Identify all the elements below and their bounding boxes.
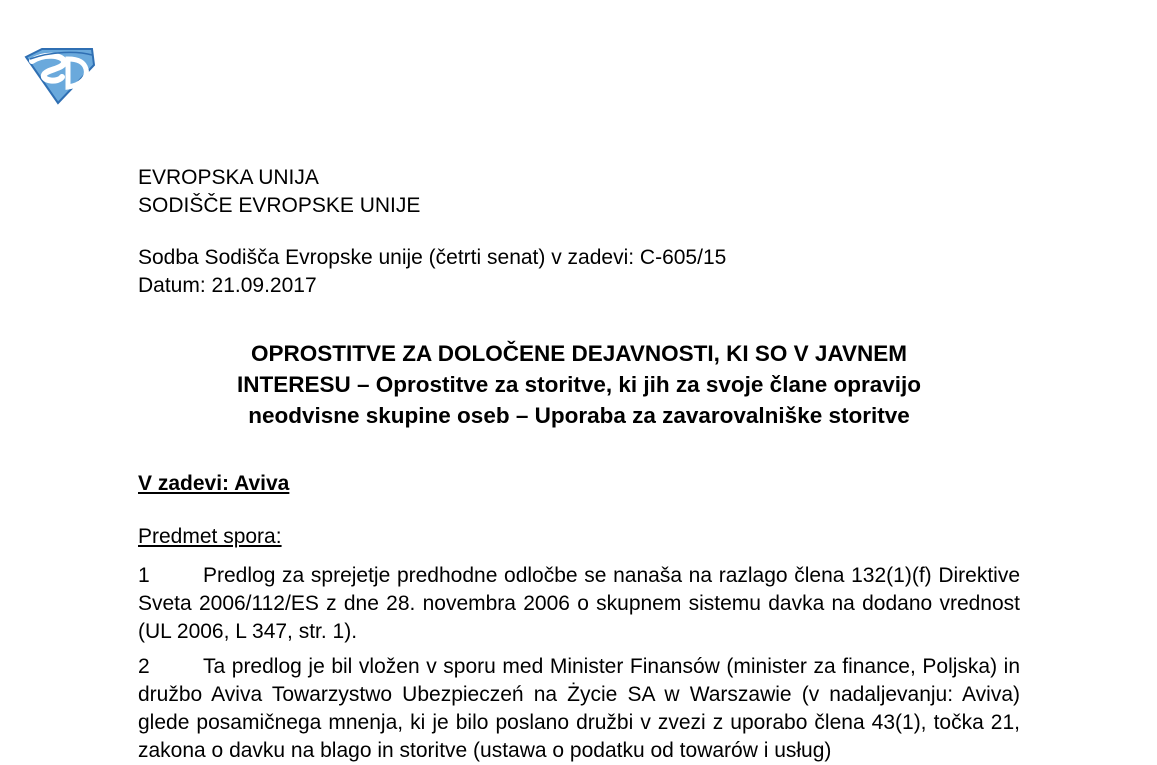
paragraph-number: 1 bbox=[138, 564, 150, 587]
paragraph-text: Predlog za sprejetje predhodne odločbe se nanaša na razlago člena 132(1)(f) Direktive Sveta 2006/112/ES z dne 28. novembra 2006 o skupnem sistemu davka na dodano vrednost (UL 2006, L 347, str. 1). bbox=[138, 564, 1020, 643]
sd-shield-logo-icon bbox=[22, 47, 96, 105]
title-line-3: neodvisne skupine oseb – Uporaba za zavarovalniške storitve bbox=[248, 403, 910, 428]
court-union-name: EVROPSKA UNIJA bbox=[138, 166, 319, 189]
case-subject-heading: V zadevi: Aviva bbox=[138, 472, 290, 495]
paragraph bbox=[138, 562, 1020, 646]
dispute-heading: Predmet spora: bbox=[138, 525, 282, 548]
paragraph-text: Ta predlog je bil vložen v sporu med Minister Finansów (minister za finance, Poljska) in družbo Aviva Towarzystwo Ubezpieczeń na Życie SA w Warszawie (v nadaljevanju: Aviva) glede posamičnega mnenja, ki je bilo poslano družbi v zvezi z uporabo člena 43(1), točka 21, zakona o davku na blago in storitve (ustawa o podatku od towarów i usług) bbox=[138, 655, 1020, 762]
ruling-reference: Sodba Sodišča Evropske unije (četrti senat) v zadevi: C-605/15 bbox=[138, 246, 727, 269]
paragraph-number: 2 bbox=[138, 655, 150, 678]
ruling-date: Datum: 21.09.2017 bbox=[138, 274, 317, 297]
document-title bbox=[138, 338, 1020, 431]
paragraph bbox=[138, 653, 1020, 765]
court-name: SODIŠČE EVROPSKE UNIJE bbox=[138, 194, 421, 217]
title-line-2: INTERESU – Oprostitve za storitve, ki jih za svoje člane opravijo bbox=[237, 372, 921, 397]
title-line-1: OPROSTITVE ZA DOLOČENE DEJAVNOSTI, KI SO V JAVNEM bbox=[251, 341, 907, 366]
